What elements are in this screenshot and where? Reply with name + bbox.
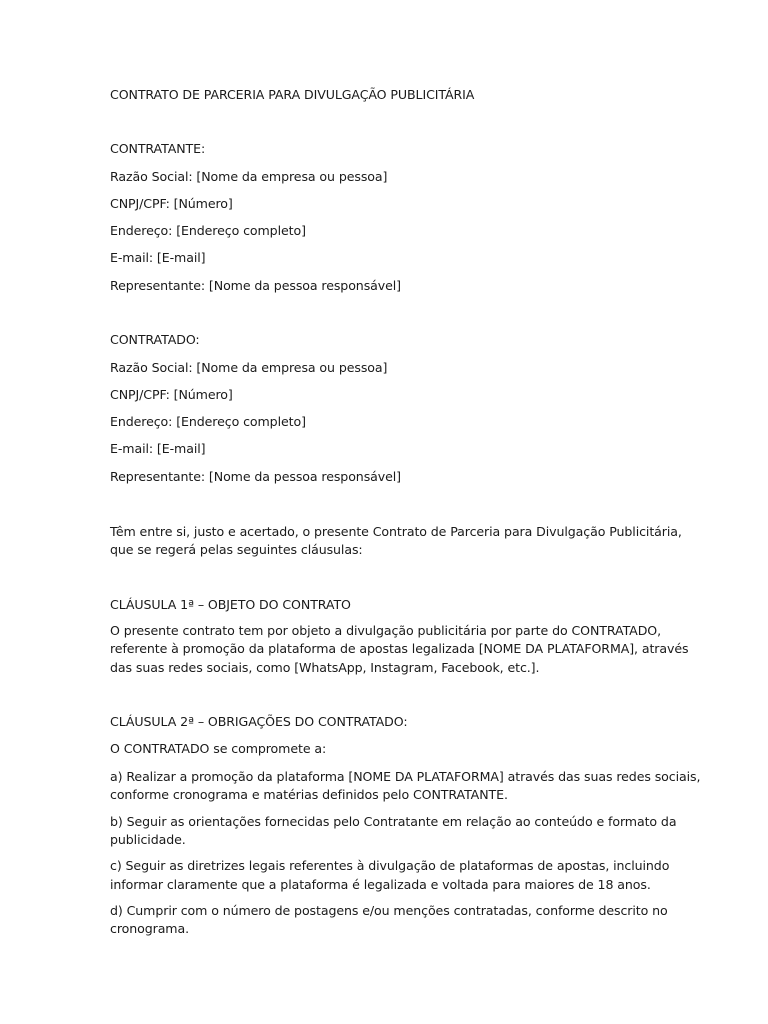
contratante-email: E-mail: [E-mail]: [110, 250, 206, 265]
clausula-2-item-c-line-1: c) Seguir as diretrizes legais referentes à divulgação de plataformas de apostas, incluindo: [110, 858, 670, 873]
contratante-heading: CONTRATANTE:: [110, 141, 206, 156]
document-title: CONTRATO DE PARCERIA PARA DIVULGAÇÃO PUBLICITÁRIA: [110, 87, 475, 102]
intro-line-1: Têm entre si, justo e acertado, o presente Contrato de Parceria para Divulgação Publicitária,: [110, 524, 682, 539]
clausula-1-line-2: referente à promoção da plataforma de apostas legalizada [NOME DA PLATAFORMA], através: [110, 641, 689, 656]
contratado-email: E-mail: [E-mail]: [110, 441, 206, 456]
clausula-2-intro: O CONTRATADO se compromete a:: [110, 741, 327, 756]
contratante-cnpj: CNPJ/CPF: [Número]: [110, 196, 233, 211]
contratado-representante: Representante: [Nome da pessoa responsável]: [110, 469, 401, 484]
clausula-2-item-a-line-1: a) Realizar a promoção da plataforma [NOME DA PLATAFORMA] através das suas redes sociais,: [110, 769, 701, 784]
clausula-2-item-d-line-2: cronograma.: [110, 921, 189, 936]
contratante-razao-social: Razão Social: [Nome da empresa ou pessoa]: [110, 169, 388, 184]
clausula-1-heading: CLÁUSULA 1ª – OBJETO DO CONTRATO: [110, 597, 351, 612]
clausula-1-line-1: O presente contrato tem por objeto a divulgação publicitária por parte do CONTRATADO,: [110, 623, 662, 638]
clausula-2-item-b-line-1: b) Seguir as orientações fornecidas pelo Contratante em relação ao conteúdo e formato da: [110, 814, 677, 829]
contratado-razao-social: Razão Social: [Nome da empresa ou pessoa]: [110, 360, 388, 375]
clausula-2-item-b-line-2: publicidade.: [110, 832, 186, 847]
contratado-heading: CONTRATADO:: [110, 332, 200, 347]
contratante-representante: Representante: [Nome da pessoa responsável]: [110, 278, 401, 293]
clausula-2-item-c-line-2: informar claramente que a plataforma é legalizada e voltada para maiores de 18 anos.: [110, 877, 651, 892]
contratante-endereco: Endereço: [Endereço completo]: [110, 223, 306, 238]
intro-line-2: que se regerá pelas seguintes cláusulas:: [110, 542, 363, 557]
contratado-cnpj: CNPJ/CPF: [Número]: [110, 387, 233, 402]
clausula-2-item-a-line-2: conforme cronograma e matérias definidos pelo CONTRATANTE.: [110, 787, 508, 802]
clausula-1-line-3: das suas redes sociais, como [WhatsApp, Instagram, Facebook, etc.].: [110, 660, 540, 675]
clausula-2-item-d-line-1: d) Cumprir com o número de postagens e/ou menções contratadas, conforme descrito no: [110, 903, 668, 918]
clausula-2-heading: CLÁUSULA 2ª – OBRIGAÇÕES DO CONTRATADO:: [110, 714, 408, 729]
contratado-endereco: Endereço: [Endereço completo]: [110, 414, 306, 429]
